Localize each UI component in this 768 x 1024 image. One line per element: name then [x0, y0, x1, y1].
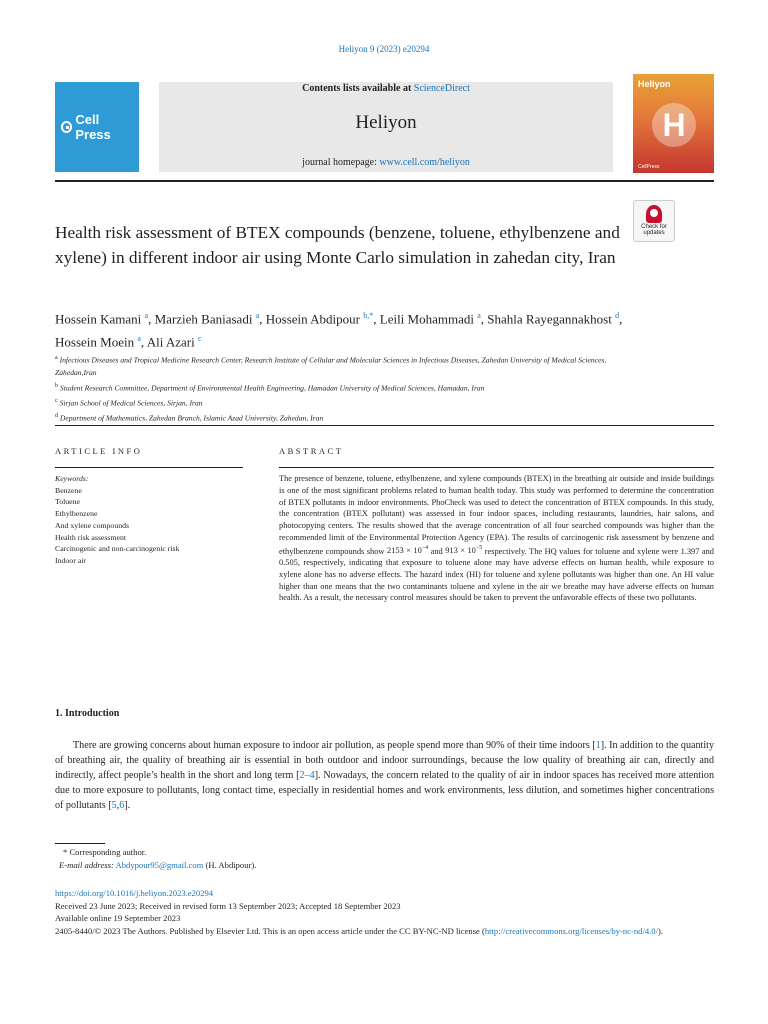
keyword-item: Health risk assessment — [55, 532, 127, 542]
journal-title: Heliyon — [355, 112, 417, 133]
abstract-divider — [279, 467, 714, 468]
homepage-line — [159, 157, 613, 168]
keyword-item: Carcinogenic and non-carcinogenic risk — [55, 544, 180, 554]
email-line: E-mail address: Abdypour95@gmail.com (H. Abdipour). — [59, 859, 257, 870]
check-updates-icon — [646, 205, 662, 223]
journal-cover[interactable] — [633, 74, 714, 173]
introduction-heading: 1. Introduction — [55, 708, 120, 719]
received-dates: Received 23 June 2023; Received in revised form 13 September 2023; Accepted 18 September 2023 — [55, 900, 401, 911]
author-name[interactable]: Marzieh Baniasadi — [154, 311, 253, 327]
keywords-list — [55, 473, 255, 567]
affiliation-item: $^b$ Student Research Committee, Department of Environmental Health Engineering, Hamadan University of Medical Sciences, Hamadan, Iran — [55, 382, 485, 393]
abstract-heading: ABSTRACT — [279, 446, 344, 456]
cover-title: Heliyon — [638, 79, 671, 89]
citation-link[interactable]: 5 — [111, 800, 117, 812]
cellpress-logo[interactable] — [55, 82, 139, 172]
citation-link[interactable]: 1 — [595, 740, 601, 751]
author-affiliation-marker[interactable]: a — [477, 311, 481, 320]
email-link[interactable]: Abdypour95@gmail.com — [115, 859, 204, 870]
header-divider — [55, 180, 714, 182]
author-affiliation-marker[interactable]: a — [137, 334, 141, 344]
footnotes — [55, 846, 256, 871]
author-affiliation-marker[interactable]: b,* — [363, 311, 374, 320]
affiliations — [55, 352, 615, 425]
journal-banner — [159, 82, 613, 172]
section-divider — [55, 425, 714, 426]
cellpress-mark-icon — [61, 121, 72, 133]
author-name[interactable]: Hossein Abdipour — [265, 311, 360, 327]
journal-reference[interactable]: Heliyon 9 (2023) e20294 — [338, 44, 430, 54]
affiliation-item: $^a$ Infectious Diseases and Tropical Medicine Research Center, Research Institute of Cellular and Molecular Sciences in Infectious Diseases, Zahedan University of Medical Sciences, Zahedan,Iran — [55, 355, 607, 378]
check-for-updates-button[interactable] — [633, 200, 675, 242]
available-online: Available online 19 September 2023 — [55, 913, 181, 923]
author-name[interactable]: Hossein Moein — [55, 334, 135, 350]
cellpress-logo-text: Cell Press — [75, 112, 111, 142]
homepage-prefix: journal homepage: — [302, 157, 377, 168]
article-info-heading: ARTICLE INFO — [55, 446, 143, 456]
license-link[interactable]: http://creativecommons.org/licenses/by-nc-nd/4.0/ — [484, 925, 658, 936]
footnote-divider — [55, 843, 105, 844]
keyword-item: And xylene compounds — [55, 520, 130, 530]
introduction-paragraph: There are growing concerns about human exposure to indoor air pollution, as people spend more than 90% of their time indoors [1]. In addition to the quantity of breathing air, the quality of breathing air is essential in both outdoor and indoor surroundings, because the low quality of breathing air can, directly and indirectly, affect people’s health in the short and long term [2–4]. Nowadays, the concern related to the quality of air in indoor spaces has received more attention due to more exposure to pollutants, long contact time, especially in residential homes and work environments, less dilution, and sometimes higher concentrations of pollutants [5,6]. — [55, 740, 714, 812]
citation-link[interactable]: 2–4 — [299, 770, 315, 782]
author-name[interactable]: Ali Azari — [146, 334, 195, 350]
author-name[interactable]: Shahla Rayegannakhost — [487, 311, 612, 327]
check-updates-label-2: updates — [643, 230, 665, 236]
keywords-label: Keywords: — [55, 474, 89, 483]
contents-line — [159, 83, 613, 94]
keyword-item: Toluene — [55, 497, 81, 507]
check-updates-label-1: Check for — [641, 224, 667, 230]
citation-link[interactable]: 6 — [119, 800, 125, 812]
author-affiliation-marker[interactable]: a — [144, 311, 149, 320]
license-text: 2405-8440/© 2023 The Authors. Published by Elsevier Ltd. This is an open access article under the CC BY-NC-ND license (http://creativecommons.org/licenses/by-nc-nd/4.0/). — [55, 925, 663, 936]
keyword-item: Ethylbenzene — [55, 509, 98, 519]
author-list: Hossein Kamani $^a$, Marzieh Baniasadi $^a$, Hossein Abdipour $^{b,*}$, Leili Mohammadi $^a$, Shahla Rayegannakhost $^d$, Hossein Moein $^a$, Ali Azari $^c$ — [55, 311, 623, 350]
article-title: Health risk assessment of BTEX compounds (benzene, toluene, ethylbenzene and xylene) in different indoor air using Monte Carlo simulation in zahedan city, Iran — [55, 223, 620, 267]
doi-link[interactable]: https://doi.org/10.1016/j.heliyon.2023.e20294 — [55, 888, 214, 898]
abstract-text: The presence of benzene, toluene, ethylbenzene, and xylene compounds (BTEX) in the breathing air outside and inside buildings is one of the most significant problems related to human health today. This study was performed to determine the concentration of BTEX pollutants in indoor environments. PhoCheck was used to detect the concentration of BTEX compounds. In this study, the concentration (BTEX pollutant) was assessed in four indoor spaces, including restaurants, laundries, hair salons, and photocopying centers. The results showed that the average concentration of all four searched compounds was higher than the recommended limit of the Environmental Protection Agency (EPA). The results of carcinogenic risk assessment by benzene and ethylbenzene compounds show $2153 \times 10^{-4}$ and $913 \times 10^{-5}$ respectively. The HQ values for toluene and xylene were 1.397 and 0.505, respectively, indicating that exposure to toluene alone may have adverse effects on human health, while exposure to xylene alone has no adverse effects. The hazard index (HI) for toluene and xylene pollutants was higher than one. An HI value higher than one means that the two contaminants toluene and xylene in the air we breathe may have adverse effects on human health. As a result, the necessary control measures should be taken to prevent the unfavorable effects of these two pollutants. — [279, 474, 714, 603]
affiliation-item: $^c$ Sirjan School of Medical Sciences, Sirjan, Iran — [55, 397, 203, 408]
author-affiliation-marker[interactable]: c — [197, 334, 202, 344]
author-affiliation-marker[interactable]: d — [615, 311, 620, 320]
keyword-item: Benzene — [55, 485, 82, 495]
corresponding-author-note: * Corresponding author. — [63, 847, 147, 857]
keyword-item: Indoor air — [55, 555, 86, 565]
article-info-divider — [55, 467, 243, 468]
author-affiliation-marker[interactable]: a — [255, 311, 260, 320]
author-name[interactable]: Leili Mohammadi — [379, 311, 474, 327]
contents-prefix: Contents lists available at — [302, 83, 412, 94]
sciencedirect-link[interactable]: ScienceDirect — [413, 83, 470, 94]
article-footer — [55, 887, 714, 937]
homepage-link[interactable]: www.cell.com/heliyon — [379, 157, 470, 168]
author-name[interactable]: Hossein Kamani — [55, 311, 142, 327]
cover-publisher: CellPress — [638, 164, 660, 170]
cover-h-icon: H — [652, 103, 696, 147]
affiliation-item: $^d$ Department of Mathematics, Zahedan Branch, Islamic Azad University, Zahedan, Iran — [55, 412, 324, 423]
